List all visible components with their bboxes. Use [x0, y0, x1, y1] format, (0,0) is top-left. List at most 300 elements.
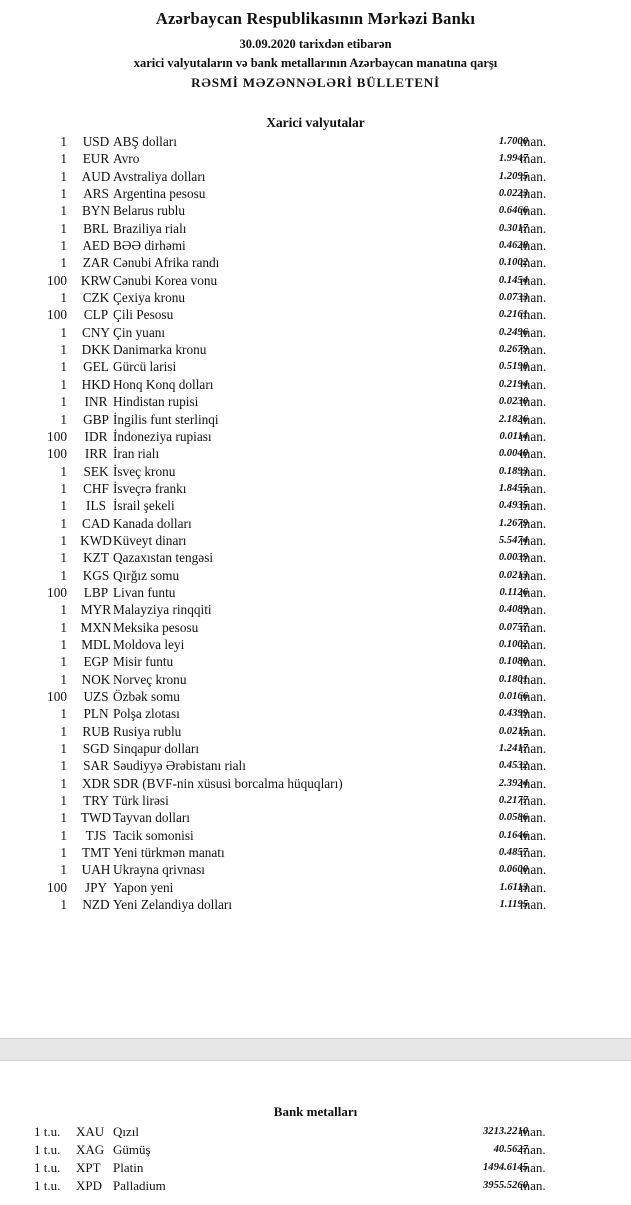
bulletin-subtitle: xarici valyutaların və bank metallarının Azərbaycan manatına qarşı [133, 56, 498, 70]
currency-suffix: man. [520, 619, 547, 635]
currency-suffix: man. [520, 827, 547, 843]
currency-row [0, 688, 631, 705]
iso-code: XAG [76, 1142, 105, 1157]
name-label: Malayziya rinqqiti [113, 602, 212, 618]
unit-amount: 1 [60, 810, 67, 826]
metals-section-title: Bank metalları [273, 1104, 358, 1119]
unit-amount: 1 t.u. [34, 1160, 61, 1175]
iso-code: UZS [83, 689, 109, 704]
section-divider-band [0, 1038, 631, 1061]
unit-amount: 1 [60, 290, 67, 306]
rate-value: 1.2679 [498, 517, 528, 529]
rate-value: 1.2417 [498, 743, 528, 755]
name-label: ABŞ dolları [113, 134, 177, 149]
name-label: Meksika pesosu [113, 619, 199, 635]
name-label: İsveçrə frankı [113, 480, 187, 496]
unit-amount: 1 t.u. [34, 1124, 61, 1139]
name-label: SDR (BVF-nin xüsusi borcalma hüquqları) [113, 775, 343, 791]
iso-code: CLP [83, 307, 109, 323]
currency-row [0, 411, 631, 428]
iso-code: XPD [76, 1178, 103, 1193]
iso-code: SEK [83, 463, 109, 479]
iso-code: IRR [84, 446, 108, 462]
currency-suffix: man. [520, 515, 547, 531]
unit-amount: 1 [60, 220, 67, 236]
iso-code: KZT [83, 550, 109, 566]
currency-suffix: man. [520, 845, 547, 861]
unit-amount: 1 [60, 654, 67, 670]
currency-row [0, 844, 631, 861]
iso-code: CZK [82, 290, 110, 306]
currency-suffix: man. [520, 706, 547, 722]
unit-amount: 1 [60, 619, 67, 635]
currency-row [0, 220, 631, 237]
metal-row [0, 1159, 631, 1177]
rate-value: 0.2194 [498, 378, 528, 390]
name-label: Çin yuanı [113, 324, 166, 340]
currency-suffix: man. [520, 394, 547, 410]
currency-row [0, 567, 631, 584]
rate-value: 1.6113 [499, 881, 528, 893]
currency-suffix: man. [520, 1124, 546, 1139]
iso-code: RUB [82, 723, 110, 739]
unit-amount: 1 [60, 602, 67, 618]
currency-suffix: man. [520, 793, 547, 809]
unit-amount: 1 [60, 567, 67, 583]
currency-row [0, 358, 631, 375]
currency-row [0, 775, 631, 792]
unit-amount: 1 [60, 342, 67, 358]
currency-row [0, 584, 631, 601]
unit-amount: 1 [60, 775, 67, 791]
name-label: İndoneziya rupiası [113, 428, 212, 444]
unit-amount: 1 [60, 238, 67, 254]
metal-row [0, 1177, 631, 1195]
rate-value: 0.4935 [498, 500, 528, 512]
currency-row [0, 445, 631, 462]
name-label: İngilis funt sterlinqi [113, 411, 219, 427]
currency-row [0, 879, 631, 896]
currency-suffix: man. [520, 272, 547, 288]
rate-value: 0.4532 [498, 760, 528, 772]
rate-value: 1.2095 [498, 170, 528, 182]
rate-value: 0.0230 [498, 396, 528, 408]
iso-code: XPT [76, 1160, 101, 1175]
unit-amount: 1 [60, 515, 67, 531]
name-label: Danimarka kronu [113, 342, 207, 358]
iso-code: MXN [80, 619, 112, 635]
name-label: Ukrayna qrivnası [113, 862, 205, 878]
iso-code: INR [84, 394, 108, 410]
currency-row [0, 515, 631, 532]
bank-title: Azərbaycan Respublikasının Mərkəzi Bankı [155, 9, 476, 28]
rate-value: 0.1126 [499, 586, 528, 598]
currency-row [0, 896, 631, 913]
unit-amount: 1 [60, 168, 67, 184]
name-label: Avstraliya dolları [113, 168, 206, 184]
rate-value: 3955.5260 [482, 1180, 528, 1191]
unit-amount: 100 [47, 446, 67, 462]
currency-suffix: man. [520, 376, 547, 392]
currency-suffix: man. [520, 775, 547, 791]
iso-code: HKD [81, 376, 111, 392]
currency-suffix: man. [520, 411, 547, 427]
rate-value: 0.1893 [498, 465, 528, 477]
currency-suffix: man. [520, 134, 547, 149]
currency-suffix: man. [520, 862, 547, 878]
currency-suffix: man. [520, 446, 547, 462]
currency-suffix: man. [520, 307, 547, 323]
metal-row [0, 1123, 631, 1141]
rate-value: 1.1195 [499, 899, 528, 911]
iso-code: AUD [81, 168, 111, 184]
rate-value: 0.4089 [498, 604, 528, 616]
currency-row [0, 254, 631, 271]
name-label: Səudiyyə Ərəbistanı rialı [113, 758, 246, 774]
iso-code: TMT [81, 845, 111, 861]
unit-amount: 1 [60, 376, 67, 392]
currency-suffix: man. [520, 324, 547, 340]
currency-suffix: man. [520, 238, 547, 254]
currency-row [0, 497, 631, 514]
rate-value: 0.1002 [498, 638, 528, 650]
currency-row [0, 723, 631, 740]
rate-value: 0.1002 [498, 257, 528, 269]
name-label: Cənubi Afrika randı [113, 255, 220, 271]
iso-code: MYR [80, 602, 112, 618]
iso-code: BRL [83, 220, 109, 236]
iso-code: CAD [81, 515, 111, 531]
currency-row [0, 809, 631, 826]
iso-code: UAH [81, 862, 111, 878]
name-label: Polşa zlotası [113, 706, 180, 722]
unit-amount: 100 [47, 272, 67, 288]
currency-suffix: man. [520, 342, 547, 358]
currency-row [0, 306, 631, 323]
name-label: Norveç kronu [113, 671, 187, 687]
name-label: Gürcü larisi [113, 359, 177, 375]
rate-value: 0.4857 [498, 847, 528, 859]
currency-suffix: man. [520, 654, 547, 670]
unit-amount: 1 [60, 862, 67, 878]
rate-value: 0.3017 [498, 222, 528, 234]
rate-value: 0.1454 [498, 274, 528, 286]
iso-code: BYN [81, 203, 111, 219]
name-label: Honq Konq dolları [113, 376, 214, 392]
iso-code: XDR [81, 775, 111, 791]
name-label: Tayvan dolları [113, 810, 190, 826]
currency-row [0, 705, 631, 722]
unit-amount: 1 [60, 741, 67, 757]
iso-code: GEL [83, 359, 109, 375]
iso-code: IDR [84, 428, 108, 444]
name-label: Qırğız somu [113, 567, 180, 583]
unit-amount: 1 [60, 255, 67, 271]
currency-row [0, 636, 631, 653]
rate-value: 0.4628 [498, 240, 528, 252]
unit-amount: 1 [60, 532, 67, 548]
currency-row [0, 150, 631, 167]
iso-code: NZD [82, 897, 110, 913]
currency-suffix: man. [520, 636, 547, 652]
unit-amount: 1 [60, 463, 67, 479]
iso-code: USD [82, 134, 110, 149]
rate-value: 0.4399 [498, 708, 528, 720]
currency-row [0, 463, 631, 480]
name-label: Argentina pesosu [113, 186, 206, 202]
iso-code: PLN [83, 706, 109, 722]
currency-row [0, 202, 631, 219]
currency-suffix: man. [520, 290, 547, 306]
unit-amount: 1 [60, 324, 67, 340]
unit-amount: 1 t.u. [34, 1142, 61, 1157]
unit-amount: 1 [60, 636, 67, 652]
currency-row [0, 289, 631, 306]
unit-amount: 1 [60, 897, 67, 913]
rate-value: 0.5198 [498, 361, 528, 373]
currency-row [0, 757, 631, 774]
name-label: Avro [113, 151, 140, 167]
unit-amount: 1 [60, 151, 67, 167]
currency-suffix: man. [520, 671, 547, 687]
currency-suffix: man. [520, 879, 547, 895]
rate-value: 0.2496 [498, 326, 528, 338]
currency-row [0, 341, 631, 358]
currency-row [0, 827, 631, 844]
currency-row [0, 532, 631, 549]
currency-row [0, 549, 631, 566]
rate-value: 1.8455 [498, 482, 528, 494]
name-label: İsveç kronu [113, 463, 176, 479]
unit-amount: 1 [60, 359, 67, 375]
currency-row [0, 428, 631, 445]
rate-value: 0.0166 [498, 691, 528, 702]
unit-amount: 1 [60, 134, 67, 149]
rate-value: 0.0733 [498, 292, 528, 304]
rate-value: 0.0586 [498, 812, 528, 824]
currency-suffix: man. [520, 532, 547, 548]
iso-code: EUR [82, 151, 110, 167]
name-label: BƏƏ dirhəmi [113, 238, 186, 254]
currency-suffix: man. [520, 723, 547, 739]
unit-amount: 100 [47, 307, 67, 323]
unit-amount: 1 [60, 411, 67, 427]
unit-amount: 1 [60, 723, 67, 739]
name-label: Yapon yeni [113, 879, 174, 895]
currency-suffix: man. [520, 584, 547, 600]
iso-code: DKK [81, 342, 111, 358]
rate-value: 1494.6145 [482, 1162, 528, 1173]
currency-suffix: man. [520, 550, 547, 566]
currency-suffix: man. [520, 186, 547, 202]
name-label: Tacik somonisi [113, 827, 194, 843]
unit-amount: 1 [60, 498, 67, 514]
iso-code: GBP [83, 411, 109, 427]
iso-code: KGS [82, 567, 110, 583]
currency-row [0, 792, 631, 809]
currency-suffix: man. [520, 151, 547, 167]
name-label: Braziliya rialı [113, 220, 187, 236]
currency-suffix: man. [520, 897, 547, 913]
currency-suffix: man. [520, 602, 547, 618]
currency-suffix: man. [520, 168, 547, 184]
name-label: Cənubi Korea vonu [113, 272, 218, 288]
name-label: Çexiya kronu [113, 290, 186, 306]
rate-value: 0.1801 [498, 673, 528, 685]
unit-amount: 1 t.u. [34, 1178, 61, 1193]
currency-row [0, 185, 631, 202]
name-label: Kanada dolları [113, 515, 192, 531]
currency-suffix: man. [520, 463, 547, 479]
unit-amount: 1 [60, 480, 67, 496]
rate-value: 3213.2210 [482, 1126, 528, 1137]
unit-amount: 100 [47, 689, 67, 704]
name-label: Palladium [113, 1178, 166, 1193]
iso-code: NOK [81, 671, 111, 687]
unit-amount: 1 [60, 671, 67, 687]
currency-suffix: man. [520, 1160, 546, 1175]
iso-code: SAR [83, 758, 109, 774]
currency-row [0, 671, 631, 688]
unit-amount: 1 [60, 706, 67, 722]
rate-value: 0.1080 [498, 656, 528, 668]
metal-rate-list [0, 1123, 631, 1195]
currency-suffix: man. [520, 741, 547, 757]
name-label: Özbək somu [113, 689, 180, 704]
unit-amount: 1 [60, 394, 67, 410]
iso-code: TRY [83, 793, 109, 809]
iso-code: XAU [76, 1124, 105, 1139]
iso-code: ILS [86, 498, 106, 514]
unit-amount: 1 [60, 827, 67, 843]
iso-code: EGP [83, 654, 109, 670]
name-label: Yeni türkmən manatı [113, 845, 225, 861]
currency-row [0, 133, 631, 150]
currency-suffix: man. [520, 480, 547, 496]
currency-suffix: man. [520, 255, 547, 271]
unit-amount: 1 [60, 550, 67, 566]
rate-value: 40.5627 [493, 1144, 528, 1155]
rate-value: 0.2177 [498, 795, 528, 807]
currency-row [0, 168, 631, 185]
iso-code: CHF [83, 480, 109, 496]
currency-row [0, 653, 631, 670]
currency-suffix: man. [520, 498, 547, 514]
rate-value: 1.7000 [498, 136, 528, 147]
currency-suffix: man. [520, 203, 547, 219]
rate-value: 0.0040 [498, 448, 528, 460]
name-label: Moldova leyi [113, 636, 185, 652]
unit-amount: 100 [47, 428, 67, 444]
name-label: Qızıl [113, 1124, 139, 1139]
rate-value: 1.9947 [498, 153, 528, 165]
rate-value: 0.2161 [498, 309, 528, 321]
unit-amount: 1 [60, 758, 67, 774]
iso-code: LBP [83, 584, 109, 600]
name-label: İsrail şekeli [113, 498, 175, 514]
unit-amount: 1 [60, 186, 67, 202]
iso-code: TJS [85, 827, 107, 843]
rate-value: 0.0114 [499, 430, 528, 442]
iso-code: SGD [82, 741, 110, 757]
rate-value: 2.3924 [498, 777, 528, 789]
iso-code: JPY [84, 879, 108, 895]
iso-code: TWD [80, 810, 112, 826]
currency-row [0, 237, 631, 254]
iso-code: KRW [80, 272, 112, 288]
iso-code: ZAR [82, 255, 110, 271]
currency-suffix: man. [520, 1142, 546, 1157]
iso-code: KWD [80, 532, 112, 548]
currency-row [0, 601, 631, 618]
rate-value: 5.5474 [498, 534, 528, 546]
name-label: Küveyt dinarı [113, 532, 187, 548]
rate-value: 0.1646 [498, 829, 528, 841]
name-label: Sinqapur dolları [113, 741, 200, 757]
currency-suffix: man. [520, 810, 547, 826]
rate-value: 2.1826 [498, 413, 528, 425]
rate-value: 0.0757 [498, 621, 528, 633]
unit-amount: 100 [47, 879, 67, 895]
name-label: Yeni Zelandiya dolları [113, 897, 233, 913]
currency-row [0, 272, 631, 289]
currency-suffix: man. [520, 220, 547, 236]
currency-row [0, 740, 631, 757]
unit-amount: 1 [60, 845, 67, 861]
name-label: Gümüş [113, 1142, 151, 1157]
iso-code: AED [82, 238, 110, 254]
iso-code: MDL [81, 636, 111, 652]
name-label: Belarus rublu [113, 203, 186, 219]
currency-suffix: man. [520, 758, 547, 774]
unit-amount: 1 [60, 203, 67, 219]
name-label: İran rialı [113, 446, 160, 462]
unit-amount: 100 [47, 584, 67, 600]
currency-rate-list [0, 133, 631, 913]
currency-suffix: man. [520, 428, 547, 444]
name-label: Platin [113, 1160, 144, 1175]
currency-suffix: man. [520, 567, 547, 583]
currency-row [0, 480, 631, 497]
currency-row [0, 619, 631, 636]
currency-row [0, 861, 631, 878]
name-label: Hindistan rupisi [113, 394, 199, 410]
currency-row [0, 393, 631, 410]
unit-amount: 1 [60, 793, 67, 809]
rate-value: 0.0223 [498, 188, 528, 200]
bulletin-title: RƏSMİ MƏZƏNNƏLƏRİ BÜLLETENİ [191, 75, 440, 90]
metal-row [0, 1141, 631, 1159]
currency-row [0, 324, 631, 341]
name-label: Livan funtu [113, 584, 176, 600]
rate-value: 0.0215 [498, 725, 528, 737]
name-label: Qazaxıstan tengəsi [113, 550, 214, 566]
rate-value: 0.0600 [498, 864, 528, 876]
currency-row [0, 376, 631, 393]
rate-value: 0.0039 [498, 552, 528, 564]
currency-suffix: man. [520, 1178, 546, 1193]
effective-date: 30.09.2020 tarixdən etibarən [239, 37, 392, 51]
name-label: Türk lirəsi [113, 793, 169, 809]
rate-value: 0.0213 [498, 569, 528, 581]
iso-code: ARS [83, 186, 109, 202]
name-label: Rusiya rublu [113, 723, 182, 739]
currency-suffix: man. [520, 359, 547, 375]
name-label: Misir funtu [113, 654, 174, 670]
rate-value: 0.6466 [498, 205, 528, 217]
iso-code: CNY [81, 324, 111, 340]
name-label: Çili Pesosu [113, 307, 174, 323]
